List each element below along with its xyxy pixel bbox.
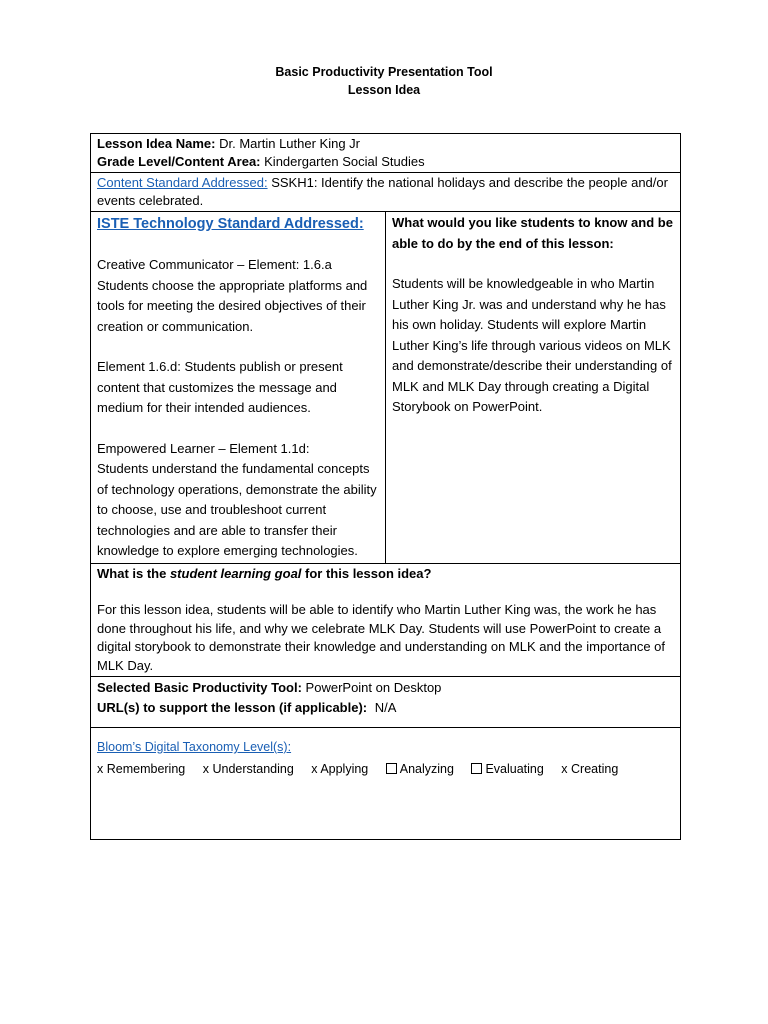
learning-goal-q-prefix: What is the — [97, 565, 170, 581]
blooms-row — [91, 728, 681, 840]
level-remembering: x Remembering — [97, 762, 186, 776]
iste-element-1-6a-text: Students choose the appropriate platforms and tools for meeting the desired objectives of their creation or communication. — [97, 277, 368, 334]
learning-goal-q-suffix: for this lesson idea? — [301, 565, 432, 581]
lesson-table — [90, 133, 681, 840]
lesson-info-row — [91, 134, 681, 173]
blooms-taxonomy-link[interactable]: Bloom’s Digital Taxonomy Level(s): — [97, 740, 292, 754]
iste-element-1-6a-title: Creative Communicator – Element: 1.6.a — [97, 257, 332, 272]
iste-element-1-1d-title: Empowered Learner – Element 1.1d: — [97, 440, 310, 456]
taxonomy-levels — [97, 760, 674, 778]
level-understanding: x Understanding — [202, 762, 294, 776]
unchecked-box-icon — [386, 763, 397, 774]
iste-element-1-1d-text: Students understand the fundamental concepts of technology operations, demonstrate the ability to choose, use and troubleshoot current technologies and are able to transfer their knowledge to explore emerging technologies. — [97, 461, 377, 558]
level-applying: x Applying — [311, 762, 369, 776]
iste-element-1-6d-text: Element 1.6.d: Students publish or present content that customizes the message and medium for their intended audiences. — [97, 359, 343, 415]
content-standard-value: SSKH1: Identify the national holidays and describe the people and/or events celebrated. — [97, 175, 668, 208]
objectives-question: What would you like students to know and be able to do by the end of this lesson: — [392, 215, 673, 251]
grade-level-line — [97, 153, 674, 171]
document-subtitle: Lesson Idea — [347, 83, 421, 97]
tool-label: Selected Basic Productivity Tool: — [97, 680, 302, 695]
tool-row — [91, 677, 681, 728]
blooms-cell — [91, 728, 681, 840]
learning-goal-question — [97, 565, 674, 584]
document-header — [0, 63, 768, 99]
lesson-name-label: Lesson Idea Name: — [97, 136, 216, 151]
iste-standard-cell — [91, 212, 386, 564]
unchecked-box-icon — [471, 763, 482, 774]
level-creating: x Creating — [561, 762, 619, 776]
tool-line — [97, 678, 674, 698]
url-value: N/A — [374, 700, 397, 715]
level-evaluating: Evaluating — [471, 760, 543, 778]
standards-objectives-row — [91, 212, 681, 564]
iste-standard-link[interactable]: ISTE Technology Standard Addressed: — [97, 216, 364, 232]
grade-level-label: Grade Level/Content Area: — [97, 154, 261, 169]
objectives-answer: Students will be knowledgeable in who Martin Luther King Jr. was and understand why he has his own holiday. Students will explore Martin Luther King’s life through various videos on MLK and demonstrate/describe their understanding of MLK and MLK Day through creating a Digital Storybook on PowerPoint. — [392, 276, 672, 414]
content-standard-cell — [91, 173, 681, 212]
tool-value: PowerPoint on Desktop — [305, 680, 442, 695]
objectives-cell — [386, 212, 681, 564]
url-line — [97, 698, 674, 718]
learning-goal-q-emphasis: student learning goal — [169, 565, 302, 581]
lesson-name-line — [97, 135, 674, 153]
content-standard-row — [91, 173, 681, 212]
grade-level-value: Kindergarten Social Studies — [264, 154, 425, 169]
level-analyzing: Analyzing — [386, 760, 454, 778]
lesson-name-value: Dr. Martin Luther King Jr — [219, 136, 361, 151]
tool-cell — [91, 677, 681, 728]
learning-goal-answer: For this lesson idea, students will be able to identify who Martin Luther King was, the work he has done throughout his life, and why we celebrate MLK Day. Students will use PowerPoint to create a digital storybook to demonstrate their knowledge and understanding on MLK and the importance of MLK Day. — [97, 602, 666, 673]
learning-goal-cell — [91, 563, 681, 677]
learning-goal-row — [91, 563, 681, 677]
url-label: URL(s) to support the lesson (if applicable): — [97, 700, 368, 715]
document-title: Basic Productivity Presentation Tool — [275, 65, 493, 79]
lesson-info-cell — [91, 134, 681, 173]
content-standard-link[interactable]: Content Standard Addressed: — [97, 175, 268, 190]
